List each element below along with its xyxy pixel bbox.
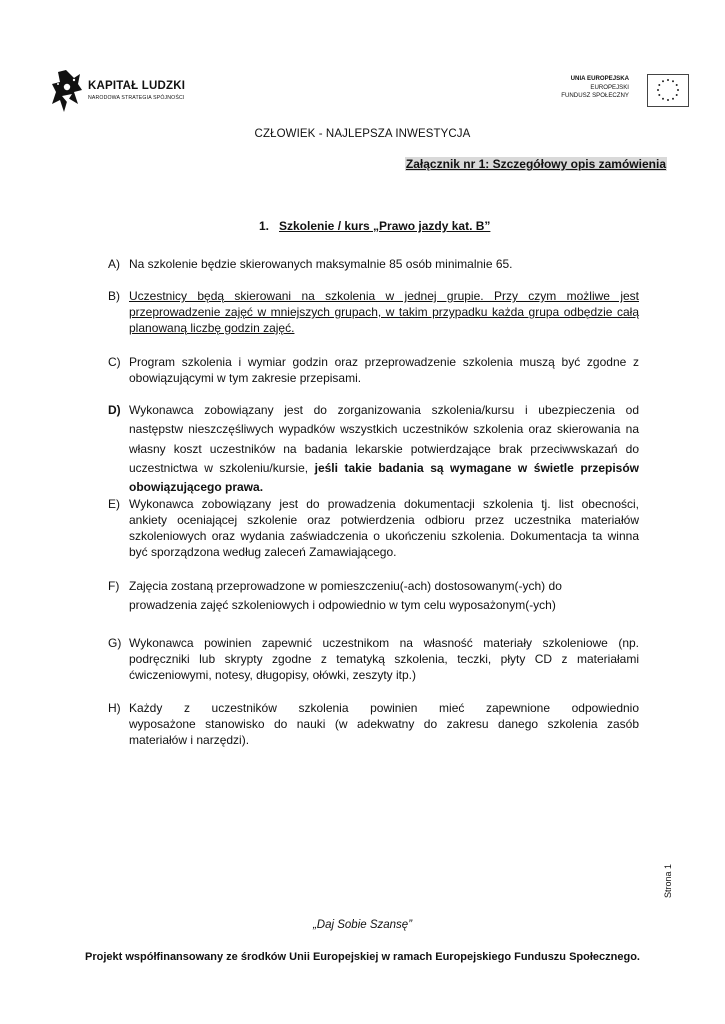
item-d-line5: obowiązującego prawa. bbox=[129, 480, 264, 494]
item-g-line3: ćwiczeniowymi, notesy, długopisy, ołówki, zeszyty itp.) bbox=[129, 668, 416, 682]
item-e-label: E) bbox=[108, 497, 120, 511]
item-b-line2: przeprowadzenie zajęć w mniejszych grupach, w takim przypadku każda grupa odbędzie całą bbox=[129, 305, 639, 319]
kapital-ludzki-title: KAPITAŁ LUDZKI bbox=[88, 80, 186, 92]
item-d-line4 bbox=[129, 461, 639, 475]
slogan: „Daj Sobie Szansę” bbox=[312, 919, 413, 931]
kapital-ludzki-logo bbox=[52, 70, 212, 112]
item-d-line4-text: uczestnictwa w szkoleniu/kursie, bbox=[129, 461, 315, 475]
item-e-line1: Wykonawca zobowiązany jest do prowadzenia dokumentacji szkolenia tj. list obecności, bbox=[129, 497, 639, 511]
item-e-line4: być sporządzona według zaleceń Zamawiającego. bbox=[129, 545, 397, 559]
item-f-line1: Zajęcia zostaną przeprowadzone w pomieszczeniu(-ach) dostosowanym(-ych) do bbox=[129, 579, 562, 593]
eu-logo-line3: FUNDUSZ SPOŁECZNY bbox=[561, 92, 629, 100]
item-h-label: H) bbox=[108, 701, 121, 715]
item-e-line3: szkoleniowych oraz wydania zaświadczenia o ukończeniu szkolenia. Dokumentacja ta winna bbox=[129, 529, 639, 543]
kapital-ludzki-subtitle: NARODOWA STRATEGIA SPÓJNOŚCI bbox=[88, 95, 185, 101]
eu-logo bbox=[555, 74, 689, 114]
item-b-line1: Uczestnicy będą skierowani na szkolenia w jednej grupie. Przy czym możliwe jest bbox=[129, 289, 639, 303]
section-title bbox=[259, 219, 490, 233]
page-number: Strona 1 bbox=[663, 863, 673, 898]
item-d-line4-bold: jeśli takie badania są wymagane w świetle przepisów bbox=[314, 461, 639, 475]
eu-flag-icon bbox=[647, 74, 689, 107]
item-e-line2: ankiety oceniającej szkolenie oraz potwierdzenia odbioru przez uczestnika materiałów bbox=[129, 513, 639, 527]
item-f-line2: prowadzenia zajęć szkoleniowych i odpowiednio w tym celu wyposażonym(-ych) bbox=[129, 598, 556, 612]
annex-title: Załącznik nr 1: Szczegółowy opis zamówienia bbox=[405, 157, 666, 171]
item-d-line3: własny koszt uczestników na badania lekarskie potwierdzające brak przeciwwskazań do bbox=[129, 442, 639, 456]
item-f-label: F) bbox=[108, 579, 120, 593]
item-h-line1: Każdy z uczestników szkolenia powinien mieć zapewnione odpowiednio bbox=[129, 701, 639, 715]
section-title-text: Szkolenie / kurs „Prawo jazdy kat. B” bbox=[279, 219, 491, 233]
section-number: 1. bbox=[259, 219, 270, 233]
item-h-line2: wyposażone stanowisko do nauki (w adekwatny do zakresu danego szkolenia zasób bbox=[129, 717, 639, 731]
kapital-ludzki-emblem-icon bbox=[52, 70, 82, 112]
item-h-line3: materiałów i narzędzi). bbox=[129, 733, 250, 747]
item-g-line2: podręczniki lub skrypty zgodne z tematyką szkolenia, teczki, płyty CD z materiałami bbox=[129, 652, 639, 666]
item-d-label: D) bbox=[108, 403, 121, 417]
eu-logo-text bbox=[561, 75, 629, 101]
item-b-label: B) bbox=[108, 289, 120, 303]
item-c-label: C) bbox=[108, 355, 121, 369]
item-g-label: G) bbox=[108, 636, 122, 650]
item-c-line1: Program szkolenia i wymiar godzin oraz przeprowadzenie szkolenia muszą być zgodne z bbox=[129, 355, 639, 369]
motto: CZŁOWIEK - NAJLEPSZA INWESTYCJA bbox=[254, 128, 471, 140]
item-c-line2: obowiązującymi w tym zakresie przepisami. bbox=[129, 371, 362, 385]
item-d-line1: Wykonawca zobowiązany jest do zorganizowania szkolenia/kursu i ubezpieczenia od bbox=[129, 403, 639, 417]
item-b-line3: planowaną liczbę godzin zajęć. bbox=[129, 321, 295, 335]
eu-logo-line2: EUROPEJSKI bbox=[590, 83, 629, 91]
item-a-line1: Na szkolenie będzie skierowanych maksymalnie 85 osób minimalnie 65. bbox=[129, 257, 513, 271]
item-d-line2: następstw nieszczęśliwych wypadków wszystkich uczestników szkolenia oraz skierowania na bbox=[129, 422, 639, 436]
item-g-line1: Wykonawca powinien zapewnić uczestnikom na własność materiały szkoleniowe (np. bbox=[129, 636, 639, 650]
footer-note: Projekt współfinansowany ze środków Unii Europejskiej w ramach Europejskiego Funduszu Społecznego. bbox=[84, 951, 640, 963]
item-a-label: A) bbox=[108, 257, 120, 271]
eu-logo-line1: UNIA EUROPEJSKA bbox=[570, 75, 629, 82]
